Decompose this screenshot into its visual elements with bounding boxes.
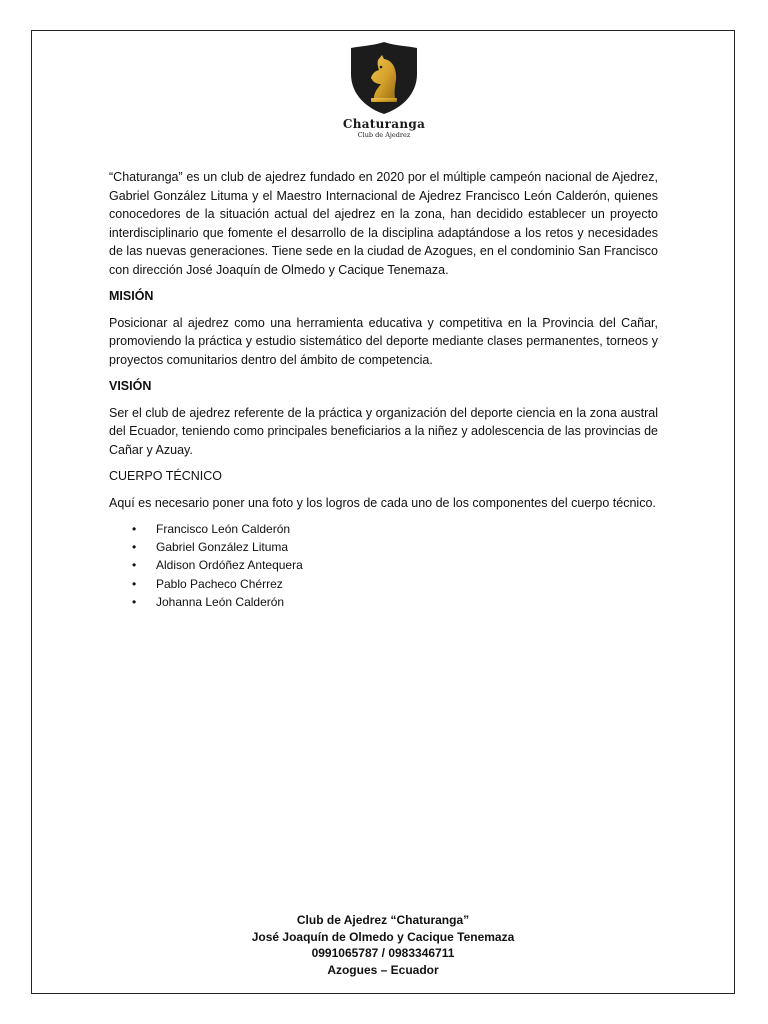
footer-city: Azogues – Ecuador (327, 962, 439, 977)
mision-paragraph: Posicionar al ajedrez como una herramienta educativa y competitiva en la Provincia del Cañar, promoviendo la práctica y estudio sistemático del deporte mediante clases permanentes, torneos y proyectos comunitarios dentro del ámbito de competencia. (109, 315, 658, 367)
bullet-icon: • (132, 522, 137, 536)
club-logo (334, 40, 434, 150)
intro-paragraph: “Chaturanga” es un club de ajedrez fundado en 2020 por el múltiple campeón nacional de Ajedrez, Gabriel González Lituma y el Maestro Internacional de Ajedrez Francisco León Calderón, quienes conocedores de la situación actual del ajedrez en la zona, han decidido establecer un proyecto interdisciplinario que fomente el desarrollo de la disciplina adaptándose a los retos y necesidades de las nuevas generaciones. Tiene sede en la ciudad de Azogues, en el condominio San Francisco con dirección José Joaquín de Olmedo y Cacique Tenemaza. (109, 170, 658, 277)
footer-address: José Joaquín de Olmedo y Cacique Tenemaza (251, 929, 515, 944)
cuerpo-tecnico-heading: CUERPO TÉCNICO (109, 469, 222, 483)
list-item: • Pablo Pacheco Chérrez (109, 575, 658, 593)
vision-heading: VISIÓN (109, 379, 152, 393)
logo-title: Chaturanga (342, 117, 426, 131)
document-body (109, 168, 658, 611)
footer-phones: 0991065787 / 0983346711 (311, 946, 455, 960)
cuerpo-tecnico-paragraph: Aquí es necesario poner una foto y los logros de cada uno de los componentes del cuerpo técnico. (109, 495, 656, 510)
bullet-icon: • (132, 576, 137, 591)
vision-paragraph: Ser el club de ajedrez referente de la práctica y organización del deporte ciencia en la zona austral del Ecuador, teniendo como principales beneficiarios a la niñez y adolescencia de las provincias de Cañar y Azuay. (109, 405, 658, 457)
bullet-icon: • (132, 594, 137, 609)
team-list (109, 520, 658, 611)
list-item: • Gabriel González Lituma (109, 538, 658, 556)
logo-subtitle: Club de Ajedrez (357, 131, 411, 139)
bullet-icon: • (132, 558, 137, 573)
shield-knight-icon (348, 40, 420, 116)
mision-heading: MISIÓN (109, 289, 154, 303)
list-item: • Aldison Ordóñez Antequera (109, 556, 658, 574)
bullet-icon: • (132, 540, 137, 555)
list-item: • Francisco León Calderón (109, 520, 658, 538)
list-item: • Johanna León Calderón (109, 593, 658, 611)
footer (31, 912, 735, 978)
footer-club-name: Club de Ajedrez “Chaturanga” (296, 913, 470, 927)
